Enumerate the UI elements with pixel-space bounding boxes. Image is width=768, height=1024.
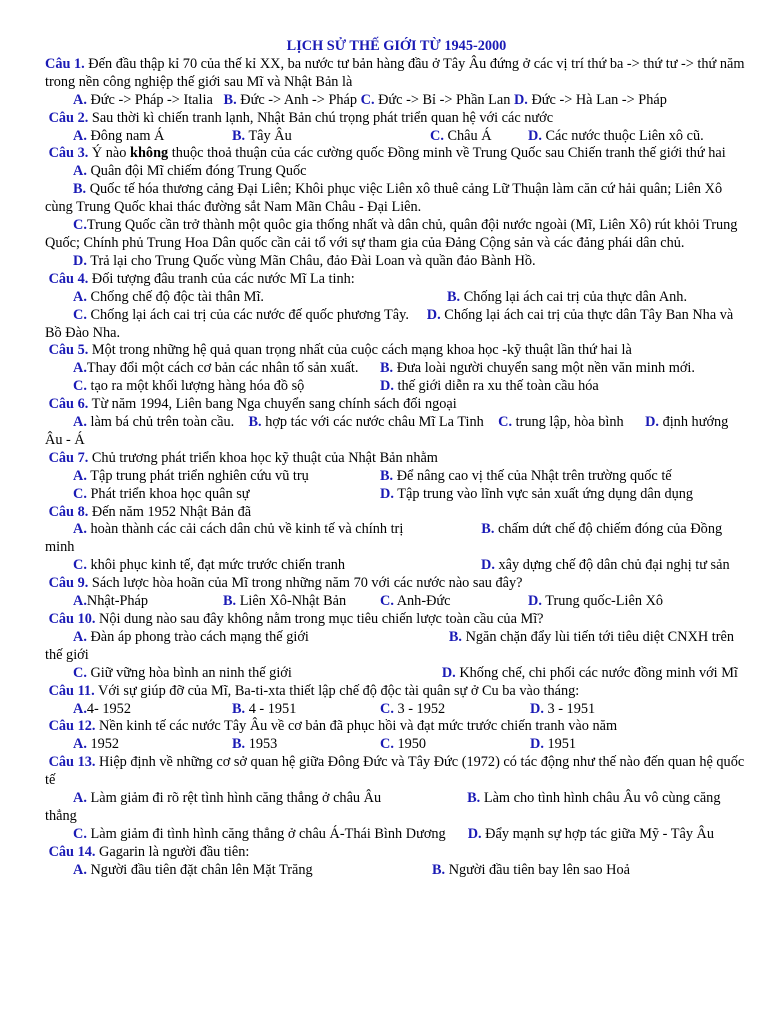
question-text: Nội dung nào sau đây không nằm trong mục tiêu chiến lược toàn cầu của Mĩ? (95, 611, 544, 627)
option-c: khôi phục kinh tế, đạt mức trước chiến tranh (90, 557, 346, 574)
question-stem (45, 450, 748, 468)
answer-row (45, 378, 748, 396)
option-letter: B. (447, 288, 461, 305)
option-letter: C. (73, 217, 87, 234)
option-cell (380, 593, 528, 611)
option-b: 1953 (248, 736, 278, 753)
option-letter: A. (73, 127, 87, 144)
option-letter: A. (73, 593, 87, 610)
option-letter: B. (232, 700, 246, 717)
option-cell (73, 360, 380, 378)
option-cell (73, 378, 380, 396)
answer-row (45, 701, 748, 719)
question-label: Câu 4. (48, 270, 89, 287)
option-cell (528, 593, 663, 611)
option-cell (232, 128, 430, 146)
answer-row (45, 92, 748, 110)
option-d: Khống chế, chi phối các nước đồng minh với Mĩ (459, 664, 738, 681)
option-cell (380, 468, 672, 486)
question-7 (45, 450, 748, 504)
question-text-post: thuộc thoả thuận của các cường quốc Đồng minh về Trung Quốc sau Chiến tranh thế giới thứ hai (168, 145, 726, 162)
option-a: Quân đội Mĩ chiếm đóng Trung Quốc (86, 163, 307, 180)
option-letter: C. (380, 736, 394, 753)
question-stem (45, 396, 748, 414)
option-letter: D. (530, 736, 544, 753)
option-letter: C. (498, 414, 513, 431)
answer-line (45, 665, 748, 683)
question-4 (45, 271, 748, 343)
question-8 (45, 504, 748, 576)
option-letter: B. (380, 360, 394, 377)
question-13 (45, 754, 748, 844)
question-10 (45, 611, 748, 683)
option-a: Thay đổi một cách cơ bản các nhân tố sản xuất. (86, 360, 359, 377)
option-letter: D. (380, 485, 394, 502)
question-label: Câu 9. (48, 575, 89, 592)
option-b: hợp tác với các nước châu Mĩ La Tinh (265, 414, 484, 431)
option-letter: A. (73, 163, 87, 180)
option-d: Đẩy mạnh sự hợp tác giữa Mỹ - Tây Âu (485, 825, 715, 842)
answer-line (45, 521, 748, 557)
answer-line (45, 307, 748, 343)
option-a: Chống chế độ độc tài thân Mĩ. (90, 288, 265, 305)
option-cell (223, 593, 380, 611)
option-letter: A. (73, 790, 87, 807)
question-text: Nền kinh tế các nước Tây Âu về cơ bản đã phục hồi và đạt mức trước chiến tranh vào năm (95, 718, 618, 735)
question-stem (45, 754, 748, 790)
option-letter: D. (441, 664, 456, 681)
option-letter: A. (73, 360, 87, 377)
option-a: Nhật-Pháp (86, 593, 149, 610)
option-cell (73, 486, 380, 504)
option-b: chấm dứt chế độ chiếm đóng của Đồng minh (45, 521, 723, 556)
option-c: trung lập, hòa bình (515, 414, 624, 431)
question-stem (45, 504, 748, 522)
question-label: Câu 8. (48, 503, 89, 520)
option-cell (528, 128, 704, 146)
answer-line (45, 181, 748, 217)
option-b: Đưa loài người chuyển sang một nền văn minh mới. (396, 360, 695, 377)
option-c: Phát triển khoa học quân sự (90, 485, 250, 502)
option-letter: A. (73, 861, 87, 878)
option-a: Làm giảm đi rõ rệt tình hình căng thẳng ở châu Âu (90, 790, 382, 807)
question-text: Một trong những hệ quả quan trọng nhất của cuộc cách mạng khoa học -kỹ thuật lần thứ hai là (88, 342, 632, 359)
question-label: Câu 2. (48, 109, 89, 126)
option-letter: D. (530, 700, 544, 717)
option-d: Đức -> Hà Lan -> Pháp (531, 91, 667, 108)
option-letter: D. (467, 825, 482, 842)
question-2 (45, 110, 748, 146)
option-letter: A. (73, 736, 87, 753)
option-letter: B. (380, 467, 394, 484)
option-d: Các nước thuộc Liên xô cũ. (545, 127, 704, 144)
option-b: Tây Âu (248, 127, 292, 144)
option-letter: C. (430, 127, 444, 144)
option-cell (232, 701, 380, 719)
option-cell (380, 486, 693, 504)
option-cell (380, 360, 695, 378)
option-d: xây dựng chế độ dân chủ đại nghị tư sản (498, 557, 730, 574)
option-cell (380, 736, 530, 754)
option-d: Trả lại cho Trung Quốc vùng Mãn Châu, đảo Đài Loan và quần đảo Bành Hồ. (86, 252, 536, 269)
answer-line (45, 163, 748, 181)
option-letter: A. (73, 700, 87, 717)
question-stem (45, 611, 748, 629)
option-a: làm bá chủ trên toàn cầu. (90, 414, 235, 431)
option-letter: D. (513, 91, 528, 108)
option-letter: B. (223, 593, 237, 610)
question-text: Hiệp định về những cơ sở quan hệ giữa Đông Đức và Tây Đức (1972) có tác động như thế nào đến quan hệ quốc tế (45, 754, 745, 789)
option-c: Làm giảm đi tình hình căng thẳng ở châu Á-Thái Bình Dương (90, 825, 446, 842)
question-label: Câu 12. (48, 718, 96, 735)
answer-row (45, 360, 748, 378)
option-letter: C. (73, 485, 87, 502)
option-d: Chống lại ách cai trị của thực dân Tây Ban Nha và Bồ Đào Nha. (45, 306, 734, 341)
option-cell (530, 736, 576, 754)
question-14 (45, 844, 748, 880)
option-c: 3 - 1952 (397, 700, 446, 717)
option-letter: D. (528, 593, 542, 610)
option-c: tạo ra một khối lượng hàng hóa đồ sộ (90, 378, 305, 395)
option-d: định hướng Âu - Á (45, 414, 729, 448)
option-letter: B. (481, 521, 495, 538)
option-letter: D. (380, 378, 394, 395)
option-cell (232, 736, 380, 754)
option-cell (73, 468, 380, 486)
option-letter: C. (73, 825, 87, 842)
question-label: Câu 6. (48, 396, 89, 413)
question-stem (45, 575, 748, 593)
option-cell (73, 736, 232, 754)
question-stem (45, 844, 748, 862)
question-text: Sách lược hòa hoãn của Mĩ trong những năm 70 với các nước nào sau đây? (88, 575, 523, 592)
question-label: Câu 5. (48, 342, 89, 359)
answer-line (45, 217, 748, 253)
option-letter: C. (380, 700, 394, 717)
option-c: Giữ vững hòa bình an ninh thế giới (90, 664, 292, 681)
answer-line (45, 790, 748, 826)
question-label: Câu 7. (48, 449, 89, 466)
question-9 (45, 575, 748, 611)
option-letter: A. (73, 467, 87, 484)
option-a: hoàn thành các cải cách dân chủ về kinh tế và chính trị (90, 521, 404, 538)
option-letter: C. (73, 664, 87, 681)
answer-row (45, 593, 748, 611)
option-c: Anh-Đức (396, 593, 451, 610)
option-letter: D. (528, 127, 542, 144)
option-b: Quốc tế hóa thương cảng Đại Liên; Khôi phục việc Liên xô thuê cảng Lữ Thuận làm căn cứ hải quân; Liên Xô cùng Trung Quốc khai thác đường sắt Nam Mãn Châu - Đại Liên. (45, 181, 723, 216)
option-d: 1951 (547, 736, 577, 753)
question-text-emphasis: không (130, 145, 169, 162)
option-letter: A. (73, 414, 87, 431)
option-a: Tập trung phát triển nghiên cứu vũ trụ (90, 467, 309, 484)
question-text: Đến đầu thập kỉ 70 của thế kỉ XX, ba nước tư bản hàng đầu ở Tây Âu đứng ở các vị trí thứ ba -> thứ tư -> thứ năm trong nền công nghiệp thế giới sau Mĩ và Nhật Bản là (45, 55, 745, 90)
option-cell (380, 378, 599, 396)
option-letter: C. (73, 378, 87, 395)
option-a: 4- 1952 (86, 700, 131, 717)
option-d: Tập trung vào lĩnh vực sản xuất ứng dụng dân dụng (397, 485, 694, 502)
option-letter: B. (432, 861, 446, 878)
option-c: Đức -> Bỉ -> Phần Lan (378, 91, 511, 108)
question-text: Với sự giúp đỡ của Mĩ, Ba-ti-xta thiết lập chế độ độc tài quân sự ở Cu ba vào tháng: (94, 682, 580, 699)
option-c: Trung Quốc cần trở thành một quôc gia thống nhất và dân chủ, quân đội nước ngoài (Mĩ, Liên Xô) rút khỏi Trung Quốc; Chính phủ Trung Hoa Dân quốc cần cải tổ với sự tham gia của Đảng Cộng sản và các đảng phái dân chủ. (45, 217, 738, 251)
answer-line (45, 414, 748, 450)
question-text: Gagarin là người đầu tiên: (95, 843, 250, 860)
question-text: Đến năm 1952 Nhật Bản đã (88, 503, 252, 520)
option-a: 1952 (90, 736, 120, 753)
option-letter: C. (380, 593, 394, 610)
question-label: Câu 11. (48, 682, 95, 699)
option-b: Làm cho tình hình châu Âu vô cùng căng thẳng (45, 790, 721, 824)
question-11 (45, 683, 748, 719)
question-stem (45, 271, 748, 289)
question-1 (45, 56, 748, 110)
question-text-pre: Ý nào (88, 145, 131, 162)
option-cell (430, 128, 528, 146)
question-label: Câu 13. (48, 754, 96, 771)
question-12 (45, 718, 748, 754)
option-letter: B. (448, 628, 462, 645)
answer-row (45, 862, 748, 880)
option-letter: B. (73, 181, 87, 198)
option-letter: D. (645, 414, 659, 431)
option-b: 4 - 1951 (248, 700, 297, 717)
question-stem (45, 56, 748, 92)
option-cell (380, 701, 530, 719)
question-text: Từ năm 1994, Liên bang Nga chuyển sang chính sách đối ngoại (88, 396, 457, 413)
option-b: Đức -> Anh -> Pháp (240, 91, 358, 108)
option-letter: A. (73, 521, 87, 538)
option-letter: B. (248, 414, 262, 431)
option-c: Châu Á (447, 127, 492, 144)
option-a: Người đầu tiên đặt chân lên Mặt Trăng (90, 861, 313, 878)
question-text: Sau thời kì chiến tranh lạnh, Nhật Bản chú trọng phát triển quan hệ với các nước (88, 109, 554, 126)
answer-row (45, 468, 748, 486)
option-letter: A. (73, 288, 87, 305)
option-letter: A. (73, 628, 87, 645)
page-title: LỊCH SỬ THẾ GIỚI TỪ 1945-2000 (286, 38, 507, 54)
answer-row (45, 289, 748, 307)
question-label: Câu 14. (48, 843, 96, 860)
option-b: Liên Xô-Nhật Bản (239, 593, 347, 610)
option-cell (73, 128, 232, 146)
option-a: Đàn áp phong trào cách mạng thế giới (90, 628, 309, 645)
question-stem (45, 145, 748, 163)
answer-line (45, 826, 748, 844)
option-letter: B. (223, 91, 237, 108)
option-letter: D. (426, 306, 441, 323)
question-stem (45, 342, 748, 360)
option-cell (530, 701, 595, 719)
option-letter: D. (73, 252, 87, 269)
question-text: Chủ trương phát triển khoa học kỹ thuật của Nhật Bản nhằm (88, 449, 438, 466)
option-a: Đông nam Á (90, 127, 165, 144)
answer-row (45, 486, 748, 504)
option-letter: A. (73, 91, 87, 108)
option-c: 1950 (397, 736, 427, 753)
option-b: Người đầu tiên bay lên sao Hoả (448, 861, 630, 878)
option-letter: C. (360, 91, 375, 108)
option-d: thế giới diễn ra xu thế toàn cầu hóa (397, 378, 599, 395)
option-b: Để nâng cao vị thế của Nhật trên trường quốc tế (396, 467, 672, 484)
option-cell (73, 593, 223, 611)
question-label: Câu 3. (48, 145, 89, 162)
option-letter: B. (232, 736, 246, 753)
option-a: Đức -> Pháp -> Italia (90, 91, 213, 108)
question-text: Đối tượng đâu tranh của các nước Mĩ La tinh: (88, 270, 355, 287)
answer-line (45, 629, 748, 665)
option-letter: D. (481, 557, 495, 574)
option-cell (432, 862, 630, 880)
answer-line (45, 253, 748, 271)
option-b: Chống lại ách cai trị của thực dân Anh. (463, 288, 688, 305)
option-cell (447, 289, 687, 307)
option-cell (73, 862, 432, 880)
question-label: Câu 10. (48, 611, 96, 627)
question-5 (45, 342, 748, 396)
option-letter: C. (73, 557, 87, 574)
option-d: 3 - 1951 (547, 700, 596, 717)
option-d: Trung quốc-Liên Xô (545, 593, 664, 610)
answer-row (45, 736, 748, 754)
question-label: Câu 1. (45, 55, 85, 72)
option-letter: B. (232, 127, 246, 144)
option-letter: C. (73, 306, 87, 323)
answer-line (45, 557, 748, 575)
question-stem (45, 683, 748, 701)
answer-row (45, 128, 748, 146)
option-c: Chống lại ách cai trị của các nước đế quốc phương Tây. (90, 306, 409, 323)
option-letter: B. (467, 790, 481, 807)
question-stem (45, 718, 748, 736)
question-stem (45, 110, 748, 128)
question-3 (45, 145, 748, 270)
option-cell (73, 701, 232, 719)
option-b: Ngăn chặn đẩy lùi tiến tới tiêu diệt CNXH trên thế giới (45, 628, 734, 663)
question-6 (45, 396, 748, 450)
option-cell (73, 289, 447, 307)
